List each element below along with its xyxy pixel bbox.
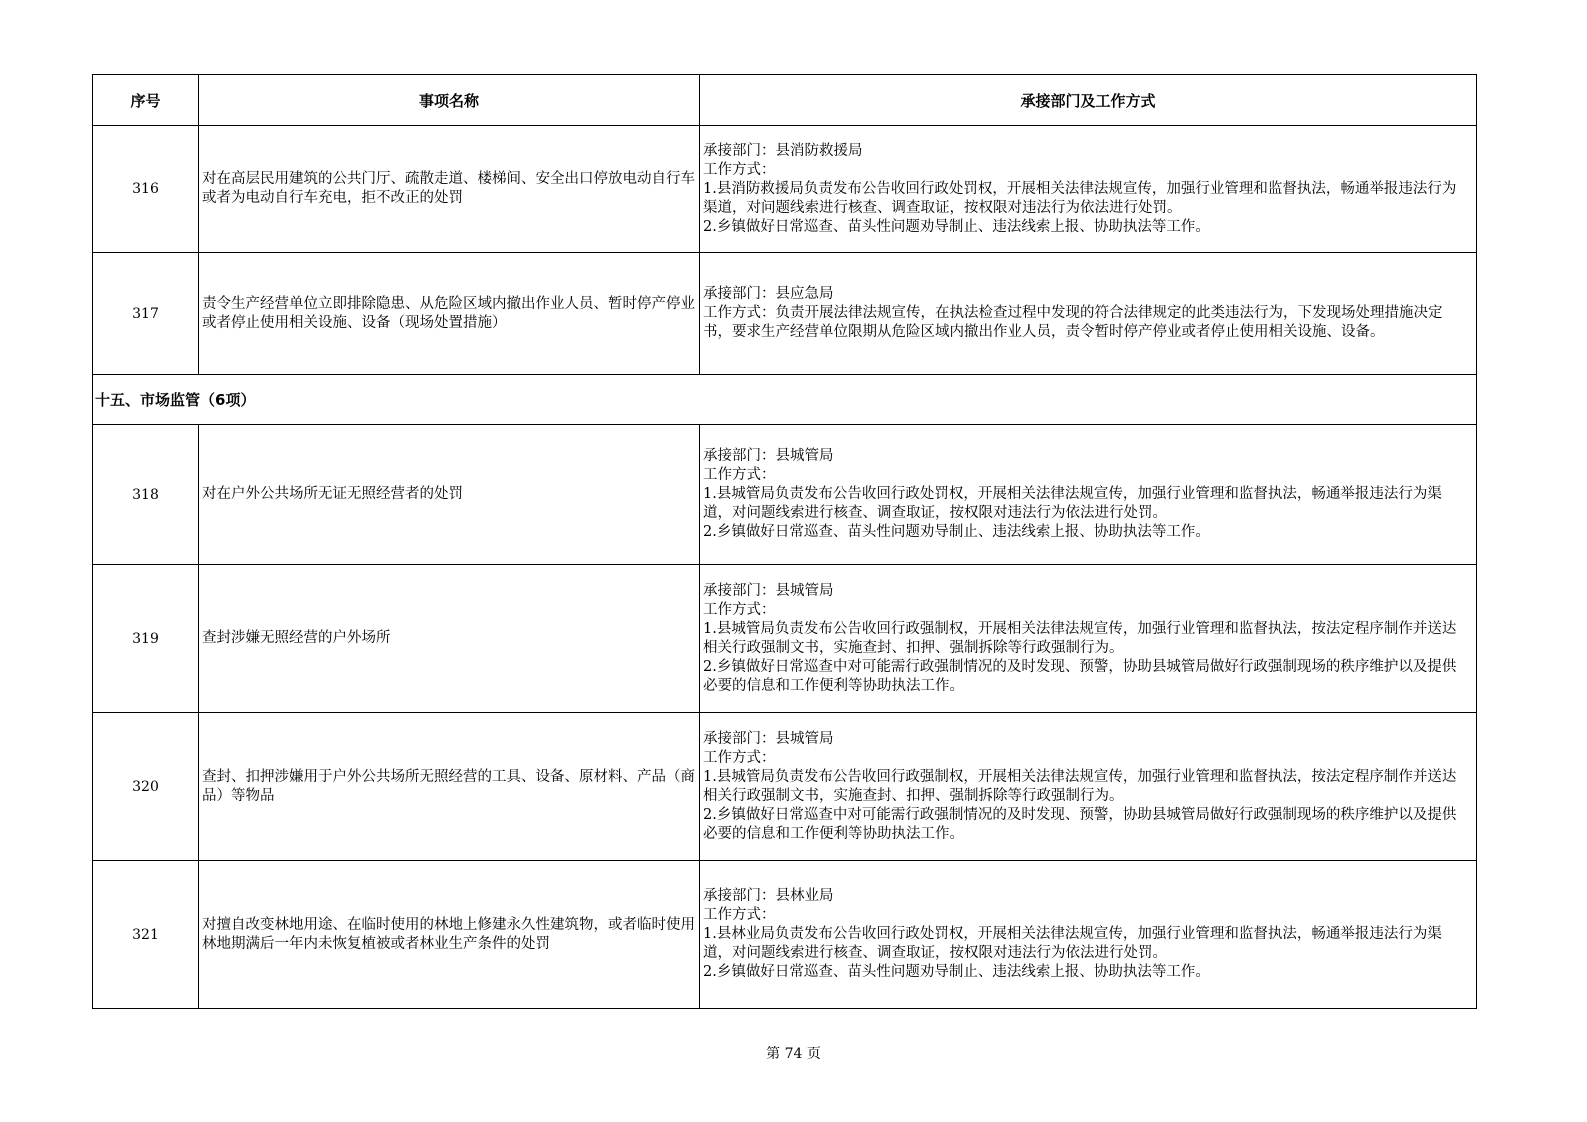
- dept-line: 承接部门：县消防救援局: [703, 142, 863, 159]
- method-label: 工作方式：: [703, 601, 776, 618]
- method-label: 工作方式：负责开展法律法规宣传，在执法检查过程中发现的符合法律规定的此类违法行为，下发现场处理措施决定书，要求生产经营单位限期从危险区域内撤出作业人员，责令暂时停产停业或者停止使用相关设施、设备。: [703, 305, 1443, 340]
- dept-line: 承接部门：县应急局: [703, 286, 834, 302]
- row-seq: 320: [93, 713, 199, 861]
- method-step: 1.县城管局负责发布公告收回行政强制权，开展相关法律法规宣传，加强行业管理和监督执法，按法定程序制作并送达相关行政强制文书，实施查封、扣押、强制拆除等行政强制行为。: [703, 768, 1457, 804]
- section-title: 十五、市场监管（6项）: [93, 375, 1477, 425]
- row-method: [700, 565, 1477, 713]
- section-row: [93, 375, 1477, 425]
- method-step: 2.乡镇做好日常巡查、苗头性问题劝导制止、违法线索上报、协助执法等工作。: [703, 964, 1210, 980]
- header-seq: 序号: [93, 75, 199, 126]
- method-label: 工作方式：: [703, 907, 776, 923]
- table-row: [93, 565, 1477, 713]
- row-seq: 319: [93, 565, 199, 713]
- row-seq: 318: [93, 425, 199, 565]
- header-method: 承接部门及工作方式: [700, 75, 1477, 126]
- method-step: 2.乡镇做好日常巡查中对可能需行政强制情况的及时发现、预警，协助县城管局做好行政强制现场的秩序维护以及提供必要的信息和工作便利等协助执法工作。: [703, 806, 1457, 842]
- row-item-name: 查封涉嫌无照经营的户外场所: [199, 565, 700, 713]
- dept-line: 承接部门：县城管局: [703, 730, 834, 747]
- row-method: [700, 253, 1477, 375]
- table-row: [93, 126, 1477, 253]
- table-row: [93, 861, 1477, 1009]
- method-step: 1.县城管局负责发布公告收回行政处罚权，开展相关法律法规宣传，加强行业管理和监督执法，畅通举报违法行为渠道，对问题线索进行核查、调查取证，按权限对违法行为依法进行处罚。: [703, 486, 1442, 521]
- table-row: [93, 713, 1477, 861]
- dept-line: 承接部门：县城管局: [703, 448, 834, 464]
- page-number: 第 74 页: [766, 1046, 821, 1062]
- method-step: 2.乡镇做好日常巡查、苗头性问题劝导制止、违法线索上报、协助执法等工作。: [703, 524, 1210, 540]
- method-label: 工作方式：: [703, 467, 776, 483]
- row-method: [700, 126, 1477, 253]
- method-label: 工作方式：: [703, 161, 776, 178]
- table-row: [93, 425, 1477, 565]
- method-step: 2.乡镇做好日常巡查中对可能需行政强制情况的及时发现、预警，协助县城管局做好行政强制现场的秩序维护以及提供必要的信息和工作便利等协助执法工作。: [703, 658, 1457, 694]
- method-label: 工作方式：: [703, 749, 776, 766]
- row-item-name: 对在高层民用建筑的公共门厅、疏散走道、楼梯间、安全出口停放电动自行车或者为电动自行车充电，拒不改正的处罚: [199, 126, 700, 253]
- row-item-name: 查封、扣押涉嫌用于户外公共场所无照经营的工具、设备、原材料、产品（商品）等物品: [199, 713, 700, 861]
- table-row: [93, 253, 1477, 375]
- header-row: [93, 75, 1477, 126]
- row-method: [700, 861, 1477, 1009]
- row-method: [700, 713, 1477, 861]
- row-item-name: 对在户外公共场所无证无照经营者的处罚: [199, 425, 700, 565]
- dept-line: 承接部门：县城管局: [703, 582, 834, 599]
- method-step: 1.县城管局负责发布公告收回行政强制权，开展相关法律法规宣传，加强行业管理和监督执法，按法定程序制作并送达相关行政强制文书，实施查封、扣押、强制拆除等行政强制行为。: [703, 620, 1457, 656]
- row-seq: 321: [93, 861, 199, 1009]
- row-seq: 316: [93, 126, 199, 253]
- row-item-name: 责令生产经营单位立即排除隐患、从危险区域内撤出作业人员、暂时停产停业或者停止使用相关设施、设备（现场处置措施）: [199, 253, 700, 375]
- header-name: 事项名称: [199, 75, 700, 126]
- row-item-name: 对擅自改变林地用途、在临时使用的林地上修建永久性建筑物，或者临时使用林地期满后一年内未恢复植被或者林业生产条件的处罚: [199, 861, 700, 1009]
- method-step: 1.县消防救援局负责发布公告收回行政处罚权，开展相关法律法规宣传，加强行业管理和监督执法，畅通举报违法行为渠道，对问题线索进行核查、调查取证，按权限对违法行为依法进行处罚。: [703, 180, 1457, 216]
- row-seq: 317: [93, 253, 199, 375]
- method-step: 2.乡镇做好日常巡查、苗头性问题劝导制止、违法线索上报、协助执法等工作。: [703, 218, 1210, 235]
- dept-line: 承接部门：县林业局: [703, 888, 834, 904]
- method-step: 1.县林业局负责发布公告收回行政处罚权，开展相关法律法规宣传，加强行业管理和监督执法，畅通举报违法行为渠道，对问题线索进行核查、调查取证，按权限对违法行为依法进行处罚。: [703, 926, 1442, 961]
- row-method: [700, 425, 1477, 565]
- items-table: [92, 74, 1477, 1009]
